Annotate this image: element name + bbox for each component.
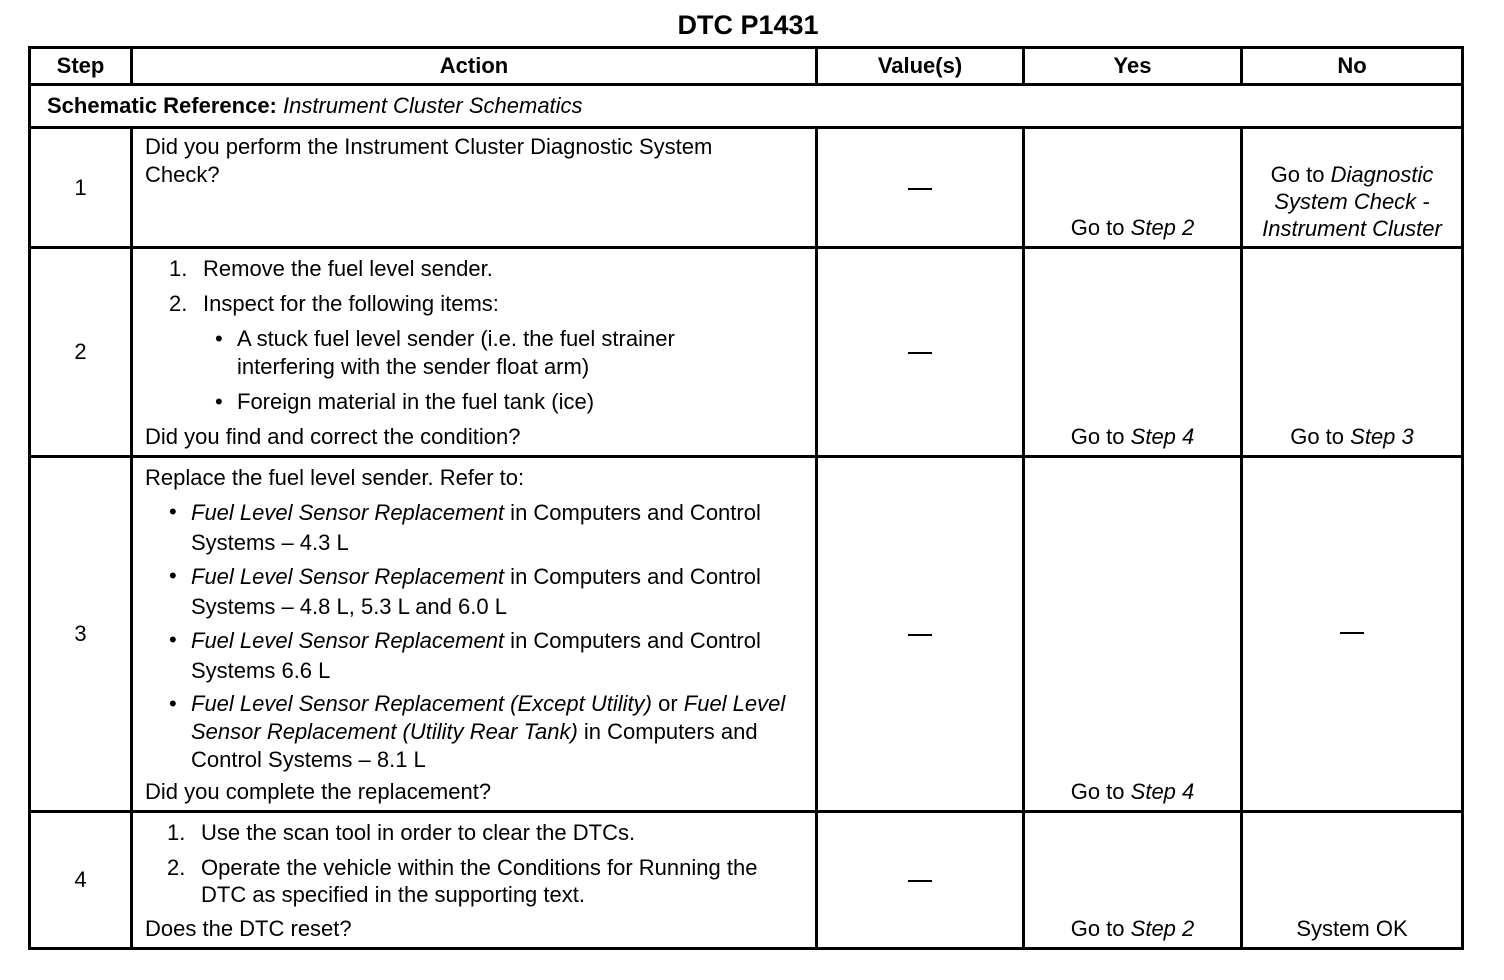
numbered-item: 2. Operate the vehicle within the Conditions for Running the DTC as specified in the supporting text. [167, 855, 758, 907]
no-cell: Go to Diagnostic System Check - Instrument Cluster [1242, 128, 1463, 248]
step-number: 4 [30, 812, 132, 949]
action-question: Did you complete the replacement? [145, 779, 492, 804]
bullet-item: • A stuck fuel level sender (i.e. the fuel strainer interfering with the sender float arm) [215, 326, 675, 379]
action-intro: Replace the fuel level sender. Refer to: [145, 465, 525, 490]
action-cell [132, 457, 817, 812]
header-no: No [1242, 48, 1463, 85]
table-row [30, 457, 1463, 812]
step-number: 2 [30, 248, 132, 457]
schematic-label: Schematic Reference: [47, 93, 277, 118]
table-row [30, 128, 1463, 248]
bullet-icon: • [215, 389, 223, 414]
bullet-icon: • [169, 563, 177, 588]
reference-link[interactable]: Fuel Level Sensor Replacement [191, 500, 505, 525]
header-action: Action [132, 48, 817, 85]
step-number: 1 [30, 128, 132, 248]
no-link[interactable]: Diagnostic System Check - Instrument Cluster [1262, 162, 1442, 241]
diagnostic-table [28, 46, 1464, 950]
value-cell [817, 128, 1024, 248]
no-cell: System OK [1242, 812, 1463, 949]
no-link[interactable]: Step 3 [1350, 424, 1414, 449]
action-question: Did you perform the Instrument Cluster Diagnostic System Check? [145, 134, 713, 187]
dash-icon [1340, 632, 1364, 634]
no-cell: Go to Step 3 [1242, 248, 1463, 457]
reference-item: • Fuel Level Sensor Replacement in Computers and Control Systems 6.6 L [169, 627, 761, 683]
schematic-row [30, 85, 1463, 128]
reference-item: • Fuel Level Sensor Replacement (Except Utility) or Fuel Level Sensor Replacement (Utility Rear Tank) in Computers and Control Systems – 8.1 L [169, 691, 786, 772]
schematic-link[interactable]: Instrument Cluster Schematics [283, 93, 583, 118]
action-cell [132, 248, 817, 457]
bullet-icon: • [169, 499, 177, 524]
yes-cell: Go to Step 2 [1024, 128, 1242, 248]
header-step: Step [30, 48, 132, 85]
step-number: 3 [30, 457, 132, 812]
header-yes: Yes [1024, 48, 1242, 85]
numbered-item: 1. Remove the fuel level sender. [169, 256, 493, 281]
dash-icon [908, 880, 932, 882]
reference-link[interactable]: Fuel Level Sensor Replacement (Except Utility) [191, 691, 652, 716]
yes-cell: Go to Step 4 [1024, 248, 1242, 457]
header-row [30, 48, 1463, 85]
yes-link[interactable]: Step 4 [1130, 779, 1195, 804]
reference-link[interactable]: Fuel Level Sensor Replacement (Utility Rear Tank) [191, 691, 786, 744]
table-row [30, 812, 1463, 949]
bullet-item: • Foreign material in the fuel tank (ice) [215, 389, 595, 414]
value-cell [817, 248, 1024, 457]
yes-link[interactable]: Step 2 [1130, 916, 1195, 941]
reference-item: • Fuel Level Sensor Replacement in Computers and Control Systems – 4.8 L, 5.3 L and 6.0 L [169, 563, 761, 619]
reference-link[interactable]: Fuel Level Sensor Replacement [191, 628, 505, 653]
schematic-reference [30, 85, 1463, 128]
action-question: Did you find and correct the condition? [145, 424, 521, 449]
action-cell [132, 128, 817, 248]
value-cell [817, 812, 1024, 949]
dash-icon [908, 352, 932, 354]
reference-item: • Fuel Level Sensor Replacement in Computers and Control Systems – 4.3 L [169, 499, 761, 555]
yes-link[interactable]: Step 4 [1130, 424, 1195, 449]
page-title: DTC P1431 [677, 10, 819, 40]
numbered-item: 1. Use the scan tool in order to clear the DTCs. [167, 820, 636, 845]
header-values: Value(s) [817, 48, 1024, 85]
bullet-icon: • [169, 627, 177, 652]
reference-link[interactable]: Fuel Level Sensor Replacement [191, 564, 505, 589]
no-cell [1242, 457, 1463, 812]
bullet-icon: • [215, 326, 223, 351]
action-question: Does the DTC reset? [145, 916, 352, 941]
yes-cell: Go to Step 4 [1024, 457, 1242, 812]
action-cell [132, 812, 817, 949]
value-cell [817, 457, 1024, 812]
numbered-item: 2. Inspect for the following items: [169, 291, 499, 316]
yes-cell: Go to Step 2 [1024, 812, 1242, 949]
table-row [30, 248, 1463, 457]
dash-icon [908, 188, 932, 190]
yes-link[interactable]: Step 2 [1130, 215, 1195, 240]
bullet-icon: • [169, 691, 177, 716]
dash-icon [908, 634, 932, 636]
